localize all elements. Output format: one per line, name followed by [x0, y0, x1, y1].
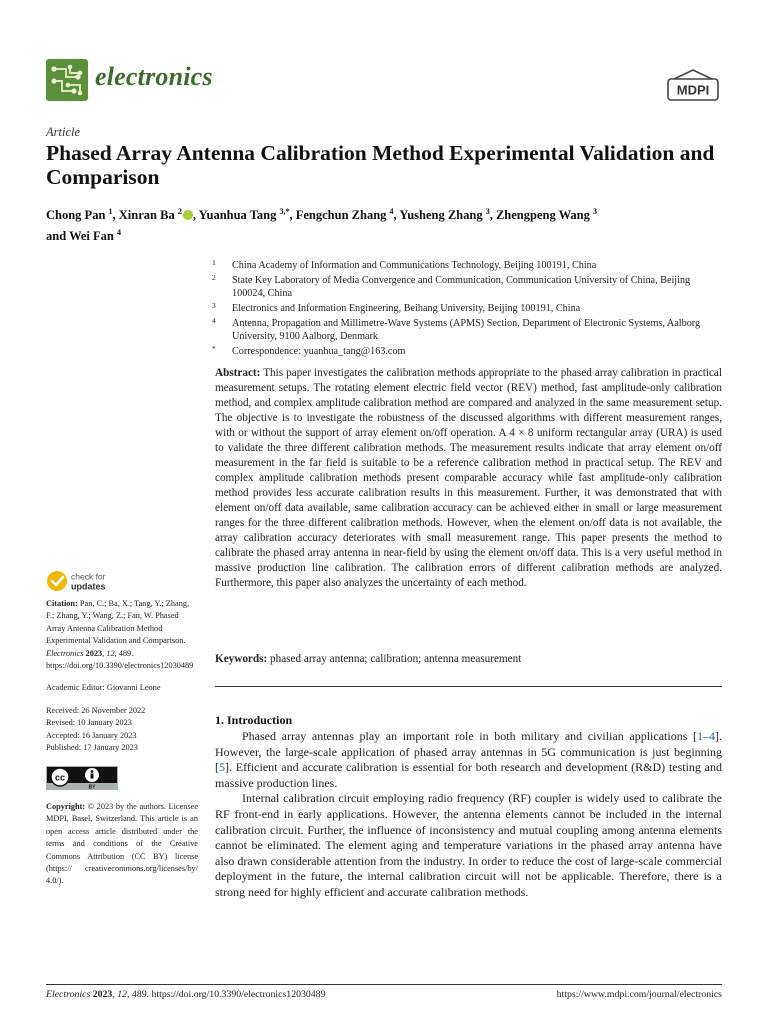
author-affiliation-mark: 2 [177, 207, 182, 216]
footer-year: 2023 [92, 989, 113, 1000]
affiliation-number: * [212, 344, 216, 353]
article-sidebar [46, 598, 198, 898]
citation-link[interactable]: 1–4 [697, 729, 715, 743]
affiliation-list [212, 259, 722, 360]
citation-doi[interactable]: , 489. https://doi.org/10.3390/electronics12030489 [46, 648, 194, 671]
correspondence-email[interactable]: Correspondence: yuanhua_tang@163.com [232, 346, 406, 357]
footer-volume: 12 [117, 989, 128, 1000]
author-separator: , [489, 208, 496, 223]
author-affiliation-mark: 1 [108, 207, 113, 216]
section-divider [215, 686, 722, 687]
cc-by-label: BY [88, 784, 96, 791]
affiliation-item [212, 259, 722, 272]
affiliation-text: Electronics and Information Engineering, Beihang University, Beijing 100191, China [232, 303, 581, 314]
published-date: Published: 17 January 2023 [46, 743, 138, 753]
author-affiliation-mark: 3,* [279, 207, 290, 216]
history-dates [46, 705, 198, 755]
intro-text: Phased array antennas play an important role in both military and civilian applications [ [242, 729, 697, 743]
orcid-icon[interactable] [183, 210, 193, 220]
affiliation-item [212, 274, 722, 300]
author-name[interactable]: Zhengpeng Wang [495, 208, 590, 223]
citation-block: Citation: Pan, C.; Ba, X.; Tang, Y.; Zhang, F.; Zhang, Y.; Wang, Z.; Fan, W. Phased Array Antenna Calibration Method Experimental Validation and Comparison. Electronics 2023, 12, 489. https://doi.org/10.3390/electronics12030489 [46, 599, 194, 671]
keywords-text: phased array antenna; calibration; antenna measurement [270, 653, 522, 665]
citation-volume: 12 [106, 648, 115, 658]
paper-title: Phased Array Antenna Calibration Method Experimental Validation and Comparison [46, 141, 715, 189]
copyright-text: © 2023 by the authors. Licensee MDPI, Basel, Switzerland. This article is an open access article distributed under the terms and conditions of the Creative Commons Attribution (CC BY) license (https:// creativecommons.org/licenses/by/ 4.0/). [46, 801, 199, 886]
journal-logo-icon [46, 59, 88, 101]
footer-journal-url[interactable]: https://www.mdpi.com/journal/electronics [556, 989, 722, 1000]
author-conjunction: and [46, 229, 67, 244]
keywords [215, 653, 722, 665]
intro-paragraph: Internal calibration circuit employing radio frequency (RF) coupler is widely used to calibrate the RF front-end in early applications. However, the antenna elements cannot be included in the internal calibration circuit. Further, the influence of inconsistency and mutual coupling among antenna elements cannot be eliminated. The element aging and temperature variations in the phased array antenna have also drawn considerable attention from the industry. In order to reduce the cost of large-scale commercial deployment in the future, the internal calibration circuit will not be applicable. Therefore, there is a strong need for highly efficient and accurate calibration methods. [215, 791, 722, 899]
footer-journal: Electronics [46, 989, 91, 1000]
copyright-block [46, 801, 198, 888]
affiliation-item [212, 317, 722, 343]
section-heading-introduction: 1. Introduction [215, 713, 293, 727]
abstract-label: Abstract: [215, 367, 261, 379]
affiliation-text: State Key Laboratory of Media Convergence and Communication, Communication University of China, Beijing 100024, China [232, 275, 691, 299]
check-for-updates-top: check for [71, 571, 106, 582]
citation-year: 2023 [85, 648, 103, 658]
citation-label: Citation: [46, 599, 78, 608]
citation-journal: Electronics [46, 648, 84, 658]
publisher-name: MDPI [676, 82, 710, 98]
author-name[interactable]: Xinran Ba [118, 208, 175, 223]
check-for-updates-icon[interactable] [46, 569, 166, 593]
footer-doi[interactable]: , 489. https://doi.org/10.3390/electronics12030489 [127, 989, 326, 1000]
citation-link[interactable]: 5 [219, 760, 225, 775]
author-name[interactable]: Fengchun Zhang [295, 208, 387, 223]
intro-text: ]. However, the large-scale application of phased array antennas in 5G communication is just beginning [ [215, 729, 722, 775]
author-affiliation-mark: 4 [116, 228, 121, 238]
author-separator: , [112, 208, 119, 223]
affiliation-number: 1 [212, 258, 216, 267]
svg-text:cc: cc [54, 772, 66, 783]
author-separator: , [289, 208, 296, 223]
affiliation-text: Antenna, Propagation and Millimetre-Wave Systems (APMS) Section, Department of Electronic Systems, Aalborg University, 9100 Aalborg, Denmark [232, 318, 701, 342]
academic-editor: Academic Editor: Giovanni Leone [46, 683, 161, 693]
journal-name[interactable]: electronics [95, 62, 213, 91]
introduction-body [215, 729, 722, 901]
cc-by-license-icon[interactable] [46, 766, 118, 790]
author-list [46, 203, 726, 245]
author-name[interactable]: Yuanhua Tang [198, 208, 277, 223]
affiliation-text: China Academy of Information and Communications Technology, Beijing 100191, China [232, 260, 597, 271]
keywords-label: Keywords: [215, 653, 268, 665]
author-name[interactable]: Chong Pan [46, 208, 106, 223]
article-type: Article [46, 125, 81, 139]
accepted-date: Accepted: 16 January 2023 [46, 730, 137, 740]
author-affiliation-mark: 3 [592, 207, 597, 216]
citation-text: Pan, C.; Ba, X.; Tang, Y.; Zhang, F.; Zhang, Y.; Wang, Z.; Fan, W. Phased Array Antenna Calibration Method Experimental Validation and Comparison. [46, 599, 190, 646]
author-separator: , [192, 208, 199, 223]
received-date: Received: 26 November 2022 [46, 705, 146, 715]
footer-divider [46, 984, 722, 985]
abstract [215, 366, 722, 591]
footer-citation: Electronics 2023, 12, 489. https://doi.org/10.3390/electronics12030489 [46, 989, 326, 1000]
affiliation-number: 3 [212, 301, 216, 310]
affiliation-number: 2 [212, 273, 216, 282]
check-for-updates-bottom: updates [71, 581, 106, 592]
correspondence-item [212, 345, 722, 358]
author-name[interactable]: Yusheng Zhang [399, 208, 483, 223]
publisher-logo-icon[interactable] [666, 68, 720, 102]
author-affiliation-mark: 3 [485, 207, 490, 216]
author-affiliation-mark: 4 [389, 207, 394, 216]
intro-text: ]. Efficient and accurate calibration is essential for both research and development (R&D) testing and massive production lines. [215, 760, 722, 790]
abstract-text: This paper investigates the calibration methods appropriate to the phased array calibration in practical measurement setups. The rotating element electric field vector (REV) method, fast amplitude-only calibration method, and complex amplitude calibration method are compared and analyzed in the same measurement setup. The objective is to investigate the robustness of the discussed algorithms with different measurement ranges, with or without the support of array element on/off operation. A 4 × 8 uniform rectangular array (URA) is used to validate the three different calibration methods. The measurement results indicate that array element on/off measurement in the far field is suitable to be a reference calibration method in practical setup. The REV and complex amplitude calibration methods present comparable accuracy while fast amplitude-only calibration method provides less accurate calibration results in this measurement. Further, it was demonstrated that with element on/off data available, same calibration accuracy can be achieved either in small or large measurement ranges for the three different calibration methods. However, when the element on/off data is not available, the array calibration accuracy deteriorates with small measurement range. This paper presents the method to calibrate the phased array antenna in near-field by using the element on/off data. This is a very useful method in massive production line calibration. The calibration errors of different calibration methods are analyzed. Furthermore, this paper also analyzes the uncertainty of each method. [215, 367, 722, 590]
author-name[interactable]: Wei Fan [69, 229, 114, 244]
intro-paragraph [215, 729, 722, 791]
author-separator: , [393, 208, 400, 223]
affiliation-number: 4 [212, 316, 216, 325]
copyright-label: Copyright: [46, 801, 86, 811]
affiliation-item [212, 302, 722, 315]
revised-date: Revised: 10 January 2023 [46, 718, 132, 728]
